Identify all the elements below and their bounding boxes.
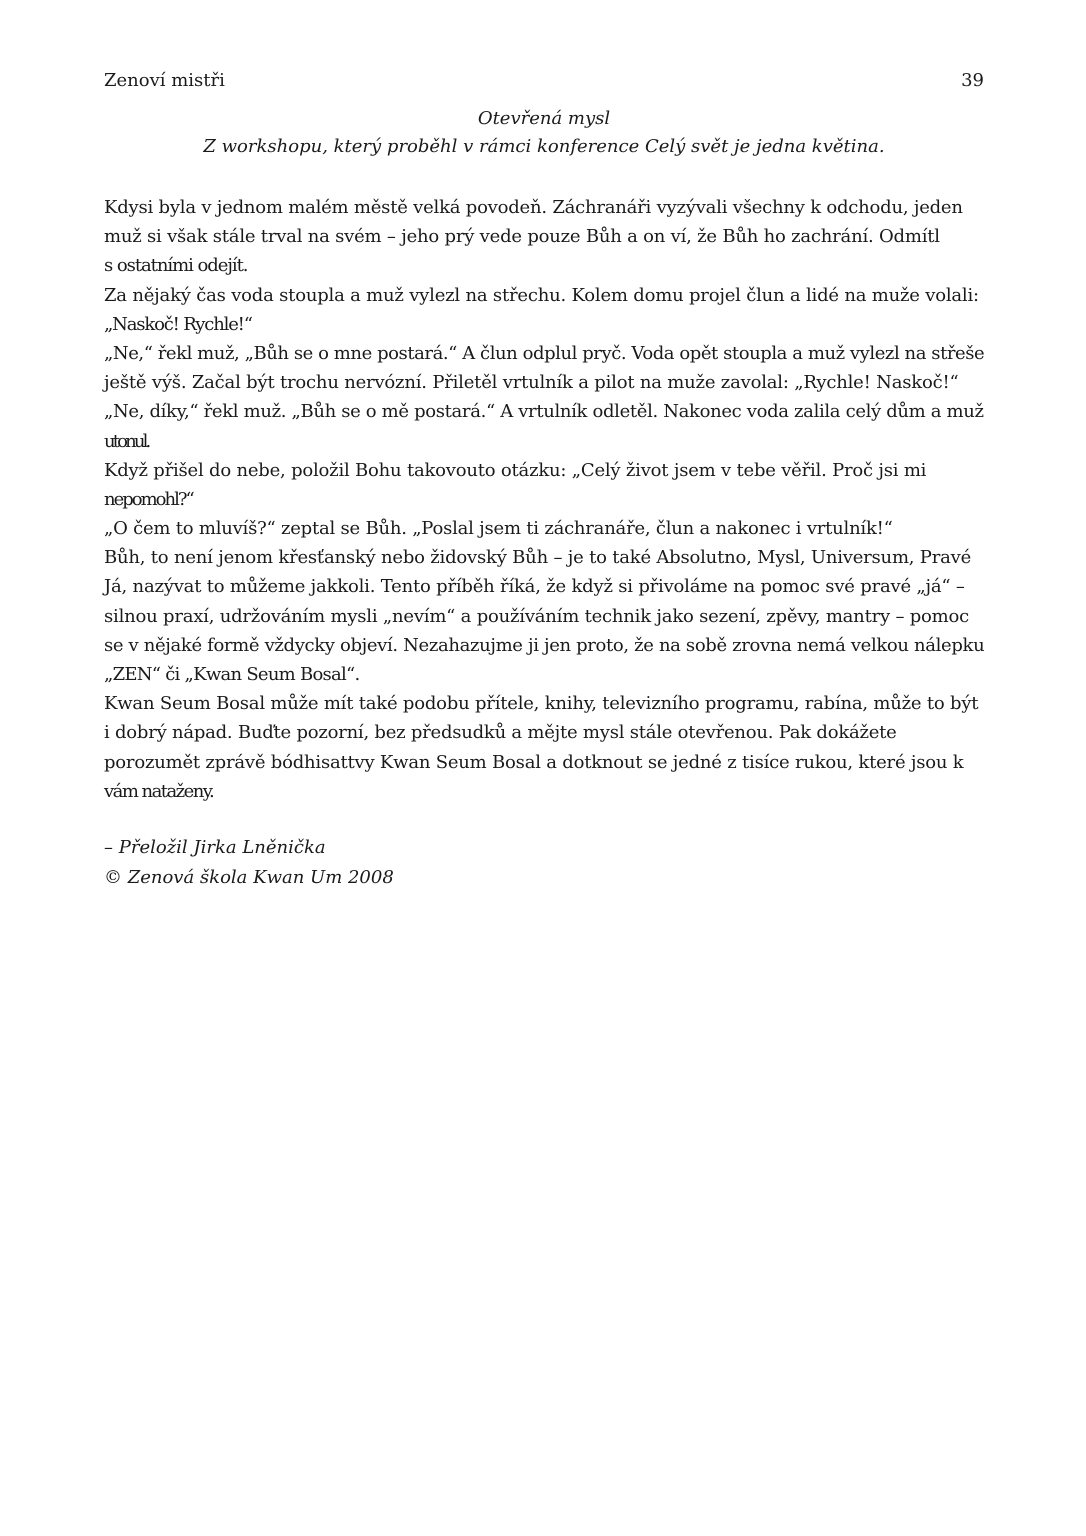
body-line: Bůh, to není jenom křesťanský nebo židovský Bůh – je to také Absolutno, Mysl, Universum, Pravé (104, 547, 972, 569)
translator-credit: – Přeložil Jirka Lněnička (104, 837, 326, 858)
body-line: Za nějaký čas voda stoupla a muž vylezl na střechu. Kolem domu projel člun a lidé na muže volali: (104, 284, 979, 306)
body-line: Kwan Seum Bosal může mít také podobu přítele, knihy, televizního programu, rabína, může to být (104, 693, 979, 715)
book-title: Zenoví mistři (104, 70, 225, 91)
article-title: Otevřená mysl (477, 108, 611, 129)
body-line: „Ne,“ řekl muž, „Bůh se o mne postará.“ A člun odplul pryč. Voda opět stoupla a muž vylezl na střeše (104, 342, 985, 364)
copyright-notice: © Zenová škola Kwan Um 2008 (104, 867, 394, 888)
running-header (104, 68, 984, 94)
body-line: porozumět zprávě bódhisattvy Kwan Seum Bosal a dotknout se jedné z tisíce rukou, které jsou k (104, 751, 964, 773)
body-line: muž si však stále trval na svém – jeho prý vede pouze Bůh a on ví, že Bůh ho zachrání. Odmítl (104, 226, 940, 248)
body-line: Já, nazývat to můžeme jakkoli. Tento příběh říká, že když si přivoláme na pomoc své pravé „já“ – (104, 576, 965, 598)
body-line: „O čem to mluvíš?“ zeptal se Bůh. „Poslal jsem ti záchranáře, člun a nakonec i vrtulník!“ (104, 518, 893, 540)
page-number: 39 (961, 70, 984, 91)
body-line: se v nějaké formě vždycky objeví. Nezahazujme ji jen proto, že na sobě zrovna nemá velkou nálepku (104, 634, 985, 656)
article-body (104, 193, 1004, 806)
body-line: „Ne, díky,“ řekl muž. „Bůh se o mě postará.“ A vrtulník odletěl. Nakonec voda zalila celý dům a muž (104, 401, 984, 423)
body-line: nepomohl?“ (104, 488, 193, 510)
article-subtitle: Z workshopu, který proběhl v rámci konference Celý svět je jedna květina. (203, 136, 885, 157)
body-line: ještě výš. Začal být trochu nervózní. Přiletěl vrtulník a pilot na muže zavolal: „Rychle! Naskoč!“ (104, 372, 959, 394)
body-line: vám nataženy. (104, 780, 214, 802)
body-line: i dobrý nápad. Buďte pozorní, bez předsudků a mějte mysl stále otevřenou. Pak dokážete (104, 722, 897, 744)
body-line: „ZEN“ či „Kwan Seum Bosal“. (104, 664, 360, 685)
body-line: utonul. (104, 430, 149, 452)
article-heading (104, 105, 984, 161)
body-line: s ostatními odejít. (104, 255, 248, 277)
body-line: Když přišel do nebe, položil Bohu takovouto otázku: „Celý život jsem v tebe věřil. Proč jsi mi (104, 459, 927, 481)
body-line: silnou praxí, udržováním mysli „nevím“ a používáním technik jako sezení, zpěvy, mantry – pomoc (104, 605, 970, 627)
body-line: „Naskoč! Rychle!“ (104, 313, 252, 335)
signoff (104, 833, 984, 893)
body-line: Kdysi byla v jednom malém městě velká povodeň. Záchranáři vyzývali všechny k odchodu, jeden (104, 197, 963, 218)
